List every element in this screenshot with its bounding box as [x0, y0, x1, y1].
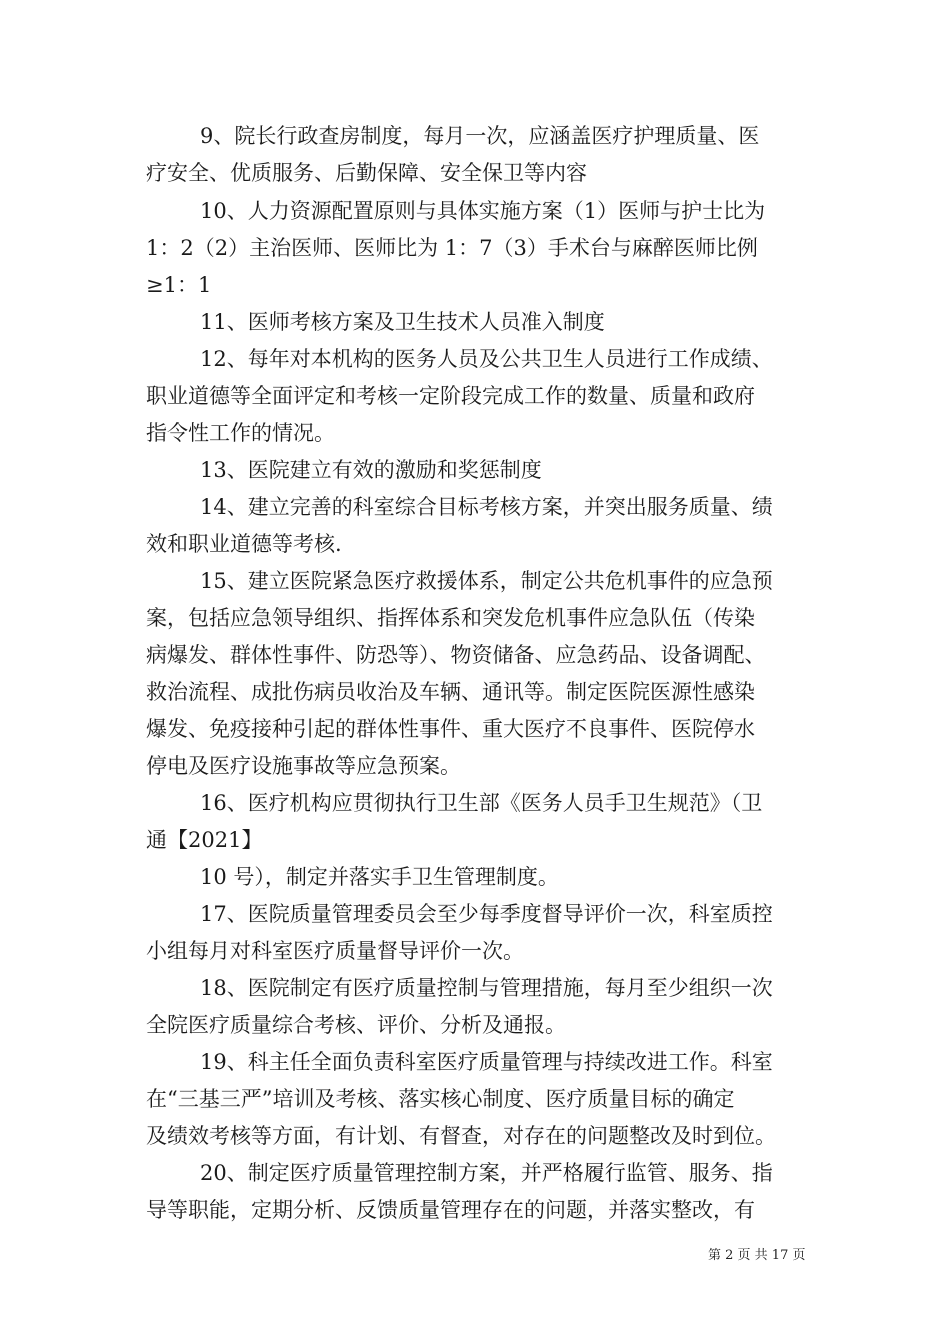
- text-line: 爆发、免疫接种引起的群体性事件、重大医疗不良事件、医院停水: [146, 717, 755, 741]
- text-line: 病爆发、群体性事件、防恐等）、物资储备、应急药品、设备调配、: [146, 643, 766, 667]
- text-line: 职业道德等全面评定和考核一定阶段完成工作的数量、质量和政府: [146, 384, 755, 408]
- text-line: 19、科主任全面负责科室医疗质量管理与持续改进工作。科室: [200, 1050, 773, 1074]
- text-line: 救治流程、成批伤病员收治及车辆、通讯等。制定医院医源性感染: [146, 680, 755, 704]
- text-line: 疗安全、优质服务、后勤保障、安全保卫等内容: [146, 161, 587, 185]
- text-line: 1：2（2）主治医师、医师比为 1：7（3）手术台与麻醉医师比例: [146, 236, 758, 260]
- text-line: 15、建立医院紧急医疗救援体系，制定公共危机事件的应急预: [200, 569, 773, 593]
- text-line: 11、医师考核方案及卫生技术人员准入制度: [200, 310, 605, 334]
- text-line: 9、院长行政查房制度，每月一次，应涵盖医疗护理质量、医: [200, 124, 760, 148]
- text-line: 13、医院建立有效的激励和奖惩制度: [200, 458, 542, 482]
- text-line: 10、人力资源配置原则与具体实施方案（1）医师与护士比为: [200, 199, 766, 223]
- text-line: 全院医疗质量综合考核、评价、分析及通报。: [146, 1013, 566, 1037]
- text-line: 小组每月对科室医疗质量督导评价一次。: [146, 939, 524, 963]
- text-line: 效和职业道德等考核.: [146, 532, 342, 556]
- text-line: 12、每年对本机构的医务人员及公共卫生人员进行工作成绩、: [200, 347, 773, 371]
- text-line: 通【2021】: [146, 828, 263, 852]
- text-line: 20、制定医疗质量管理控制方案，并严格履行监管、服务、指: [200, 1161, 773, 1185]
- text-line: 指令性工作的情况。: [146, 421, 335, 445]
- text-line: 14、建立完善的科室综合目标考核方案，并突出服务质量、绩: [200, 495, 773, 519]
- text-line: 案，包括应急领导组织、指挥体系和突发危机事件应急队伍（传染: [146, 606, 755, 630]
- text-line: 及绩效考核等方面，有计划、有督查，对存在的问题整改及时到位。: [146, 1124, 776, 1148]
- text-line: 导等职能，定期分析、反馈质量管理存在的问题，并落实整改，有: [146, 1198, 755, 1222]
- text-line: 16、医疗机构应贯彻执行卫生部《医务人员手卫生规范》（卫: [200, 791, 763, 815]
- text-line: 17、医院质量管理委员会至少每季度督导评价一次，科室质控: [200, 902, 773, 926]
- text-line: ≥1：1: [146, 273, 212, 297]
- page-footer: 第 2 页 共 17 页: [708, 1248, 806, 1263]
- text-line: 18、医院制定有医疗质量控制与管理措施，每月至少组织一次: [200, 976, 773, 1000]
- text-line: 在“三基三严”培训及考核、落实核心制度、医疗质量目标的确定: [146, 1087, 735, 1111]
- text-line: 10 号），制定并落实手卫生管理制度。: [200, 865, 559, 889]
- text-line: 停电及医疗设施事故等应急预案。: [146, 754, 461, 778]
